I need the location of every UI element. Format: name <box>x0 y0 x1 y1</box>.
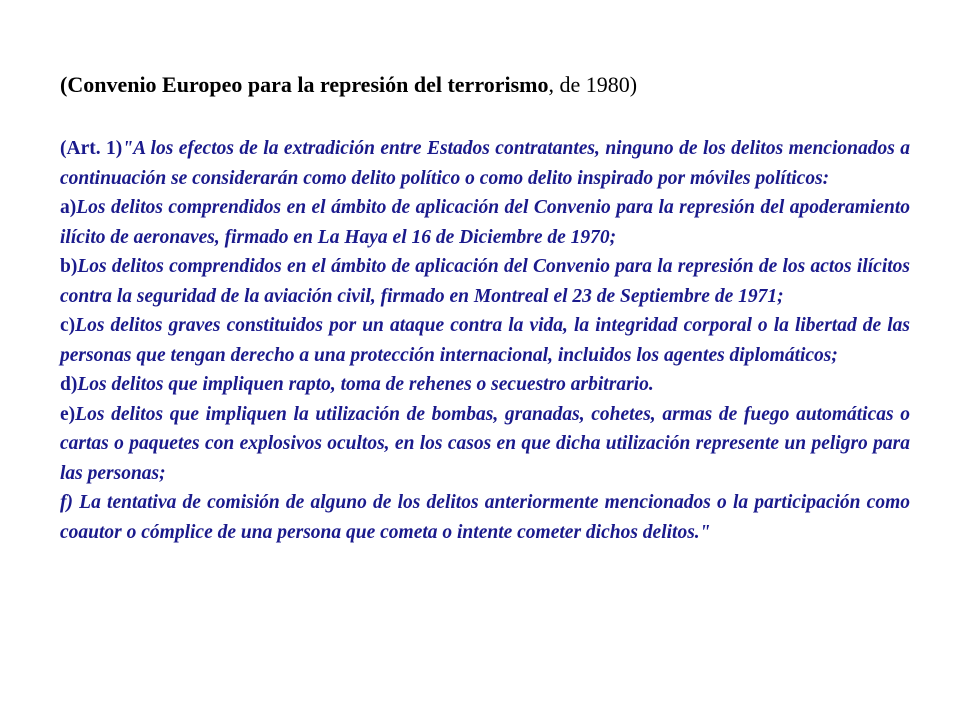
list-item-c <box>60 311 910 370</box>
item-letter: a) <box>60 197 77 218</box>
intro-text: "A los efectos de la extradición entre Estados contratantes, ninguno de los delitos mencionados a continuación se considerarán como delito político o como delito inspirado por móviles políticos: <box>60 138 911 189</box>
item-letter: d) <box>60 374 78 395</box>
list-item-f <box>60 488 910 547</box>
title-year-part: , de 1980) <box>548 72 638 97</box>
item-text: Los delitos comprendidos en el ámbito de aplicación del Convenio para la represión de los actos ilícitos contra la seguridad de la aviación civil, firmado en Montreal el 23 de Septiembre de 1971; <box>60 256 910 307</box>
list-item-a <box>60 193 910 252</box>
item-text: Los delitos que impliquen la utilización de bombas, granadas, cohetes, armas de fuego automáticas o cartas o paquetes con explosivos ocultos, en los casos en que dicha utilización represente un peligro para las personas; <box>60 403 910 484</box>
item-text: Los delitos graves constituidos por un ataque contra la vida, la integridad corporal o la libertad de las personas que tengan derecho a una protección internacional, incluidos los agentes diplomáticos; <box>60 315 910 366</box>
item-letter: e) <box>60 403 76 425</box>
item-letter: c) <box>60 315 76 336</box>
list-item-d <box>60 370 910 400</box>
intro-paragraph <box>60 134 910 193</box>
item-text: La tentativa de comisión de alguno de los delitos anteriormente mencionados o la participación como coautor o cómplice de una persona que cometa o intente cometer dichos delitos." <box>60 492 910 543</box>
title-bold-part: (Convenio Europeo para la represión del terrorismo <box>60 72 549 97</box>
item-letter: b) <box>60 256 78 277</box>
article-body <box>60 134 910 547</box>
item-text: Los delitos comprendidos en el ámbito de aplicación del Convenio para la represión del apoderamiento ilícito de aeronaves, firmado en La Haya el 16 de Diciembre de 1970; <box>60 197 910 248</box>
item-letter: f) <box>60 492 73 513</box>
item-text: Los delitos que impliquen rapto, toma de rehenes o secuestro arbitrario. <box>77 374 654 395</box>
list-item-b <box>60 252 910 311</box>
article-reference: (Art. 1) <box>60 138 123 159</box>
slide-title <box>60 72 920 98</box>
list-item-e <box>60 400 910 489</box>
